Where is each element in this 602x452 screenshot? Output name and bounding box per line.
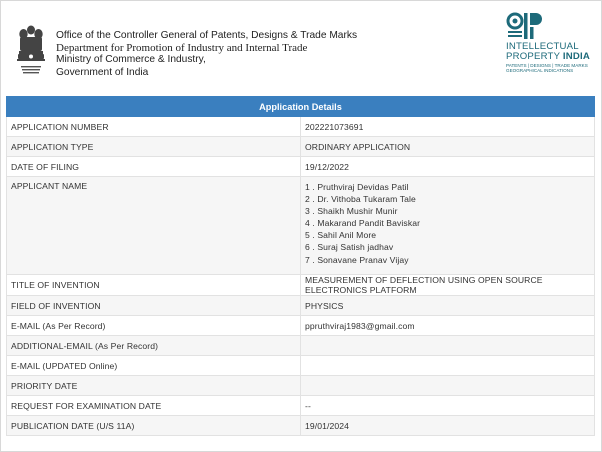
- ip-logo-line-4: GEOGRAPHICAL INDICATIONS: [506, 68, 574, 73]
- table-row: [7, 376, 595, 396]
- office-line-2: Department for Promotion of Industry and Internal Trade: [56, 42, 308, 55]
- publication-date-value: 19/01/2024: [301, 416, 595, 436]
- table-row: [7, 137, 595, 157]
- request-for-examination-date-value: --: [301, 396, 595, 416]
- page-header: [0, 0, 602, 92]
- office-title-block: [56, 30, 357, 79]
- table-row: [7, 316, 595, 336]
- applicant-item: 4 . Makarand Pandit Baviskar: [305, 218, 421, 229]
- date-of-filing-value: 19/12/2022: [301, 157, 595, 177]
- ip-logo-property: PROPERTY: [506, 51, 561, 62]
- office-line-4: Government of India: [56, 66, 149, 78]
- application-type-value: ORDINARY APPLICATION: [301, 137, 595, 157]
- ip-logo-line-2: [506, 52, 590, 62]
- applicant-item: 5 . Sahil Anil More: [305, 230, 377, 241]
- date-of-filing-label: DATE OF FILING: [7, 157, 301, 177]
- table-row: [7, 296, 595, 316]
- request-for-examination-date-label: REQUEST FOR EXAMINATION DATE: [7, 396, 301, 416]
- table-title: Application Details: [7, 97, 595, 117]
- ip-india-logo[interactable]: [506, 11, 594, 73]
- publication-date-label: PUBLICATION DATE (U/S 11A): [7, 416, 301, 436]
- email-value: ppruthviraj1983@gmail.com: [301, 316, 595, 336]
- title-of-invention-value: MEASUREMENT OF DEFLECTION USING OPEN SOURCE ELECTRONICS PLATFORM: [301, 275, 595, 296]
- application-number-value: 202221073691: [301, 117, 595, 137]
- field-of-invention-label: FIELD OF INVENTION: [7, 296, 301, 316]
- table-row: [7, 177, 595, 275]
- applicant-item: 1 . Pruthviraj Devidas Patil: [305, 182, 409, 192]
- additional-email-value: [301, 336, 595, 356]
- table-row: [7, 416, 595, 436]
- priority-date-label: PRIORITY DATE: [7, 376, 301, 396]
- applicant-item: 7 . Sonavane Pranav Vijay: [305, 254, 409, 265]
- applicant-item: 3 . Shaikh Mushir Munir: [305, 206, 398, 217]
- table-row: [7, 396, 595, 416]
- field-of-invention-value: PHYSICS: [301, 296, 595, 316]
- applicant-name-value: [301, 177, 595, 275]
- table-row: [7, 336, 595, 356]
- applicant-item: 2 . Dr. Vithoba Tukaram Tale: [305, 194, 416, 205]
- office-line-3: Ministry of Commerce & Industry,: [56, 54, 206, 66]
- table-row: [7, 157, 595, 177]
- email-updated-label: E-MAIL (UPDATED Online): [7, 356, 301, 376]
- priority-date-value: [301, 376, 595, 396]
- application-details-table: [6, 96, 595, 436]
- email-updated-value: [301, 356, 595, 376]
- table-row: [7, 356, 595, 376]
- applicant-list: [305, 181, 590, 266]
- applicant-item: 6 . Suraj Satish jadhav: [305, 242, 394, 253]
- ip-india-mark-icon: [506, 11, 544, 41]
- ip-logo-line-1: INTELLECTUAL: [506, 41, 579, 52]
- national-emblem-icon: [14, 22, 48, 78]
- office-line-1: Office of the Controller General of Patents, Designs & Trade Marks: [56, 30, 358, 41]
- title-of-invention-label: TITLE OF INVENTION: [7, 275, 301, 296]
- table-row: [7, 117, 595, 137]
- application-number-label: APPLICATION NUMBER: [7, 117, 301, 137]
- additional-email-label: ADDITIONAL-EMAIL (As Per Record): [7, 336, 301, 356]
- application-type-label: APPLICATION TYPE: [7, 137, 301, 157]
- table-row: [7, 275, 595, 296]
- applicant-name-label: APPLICANT NAME: [7, 177, 301, 275]
- ip-logo-india: INDIA: [562, 51, 591, 62]
- ip-logo-line-3: PATENTS | DESIGNS | TRADE MARKS: [506, 63, 588, 68]
- email-label: E-MAIL (As Per Record): [7, 316, 301, 336]
